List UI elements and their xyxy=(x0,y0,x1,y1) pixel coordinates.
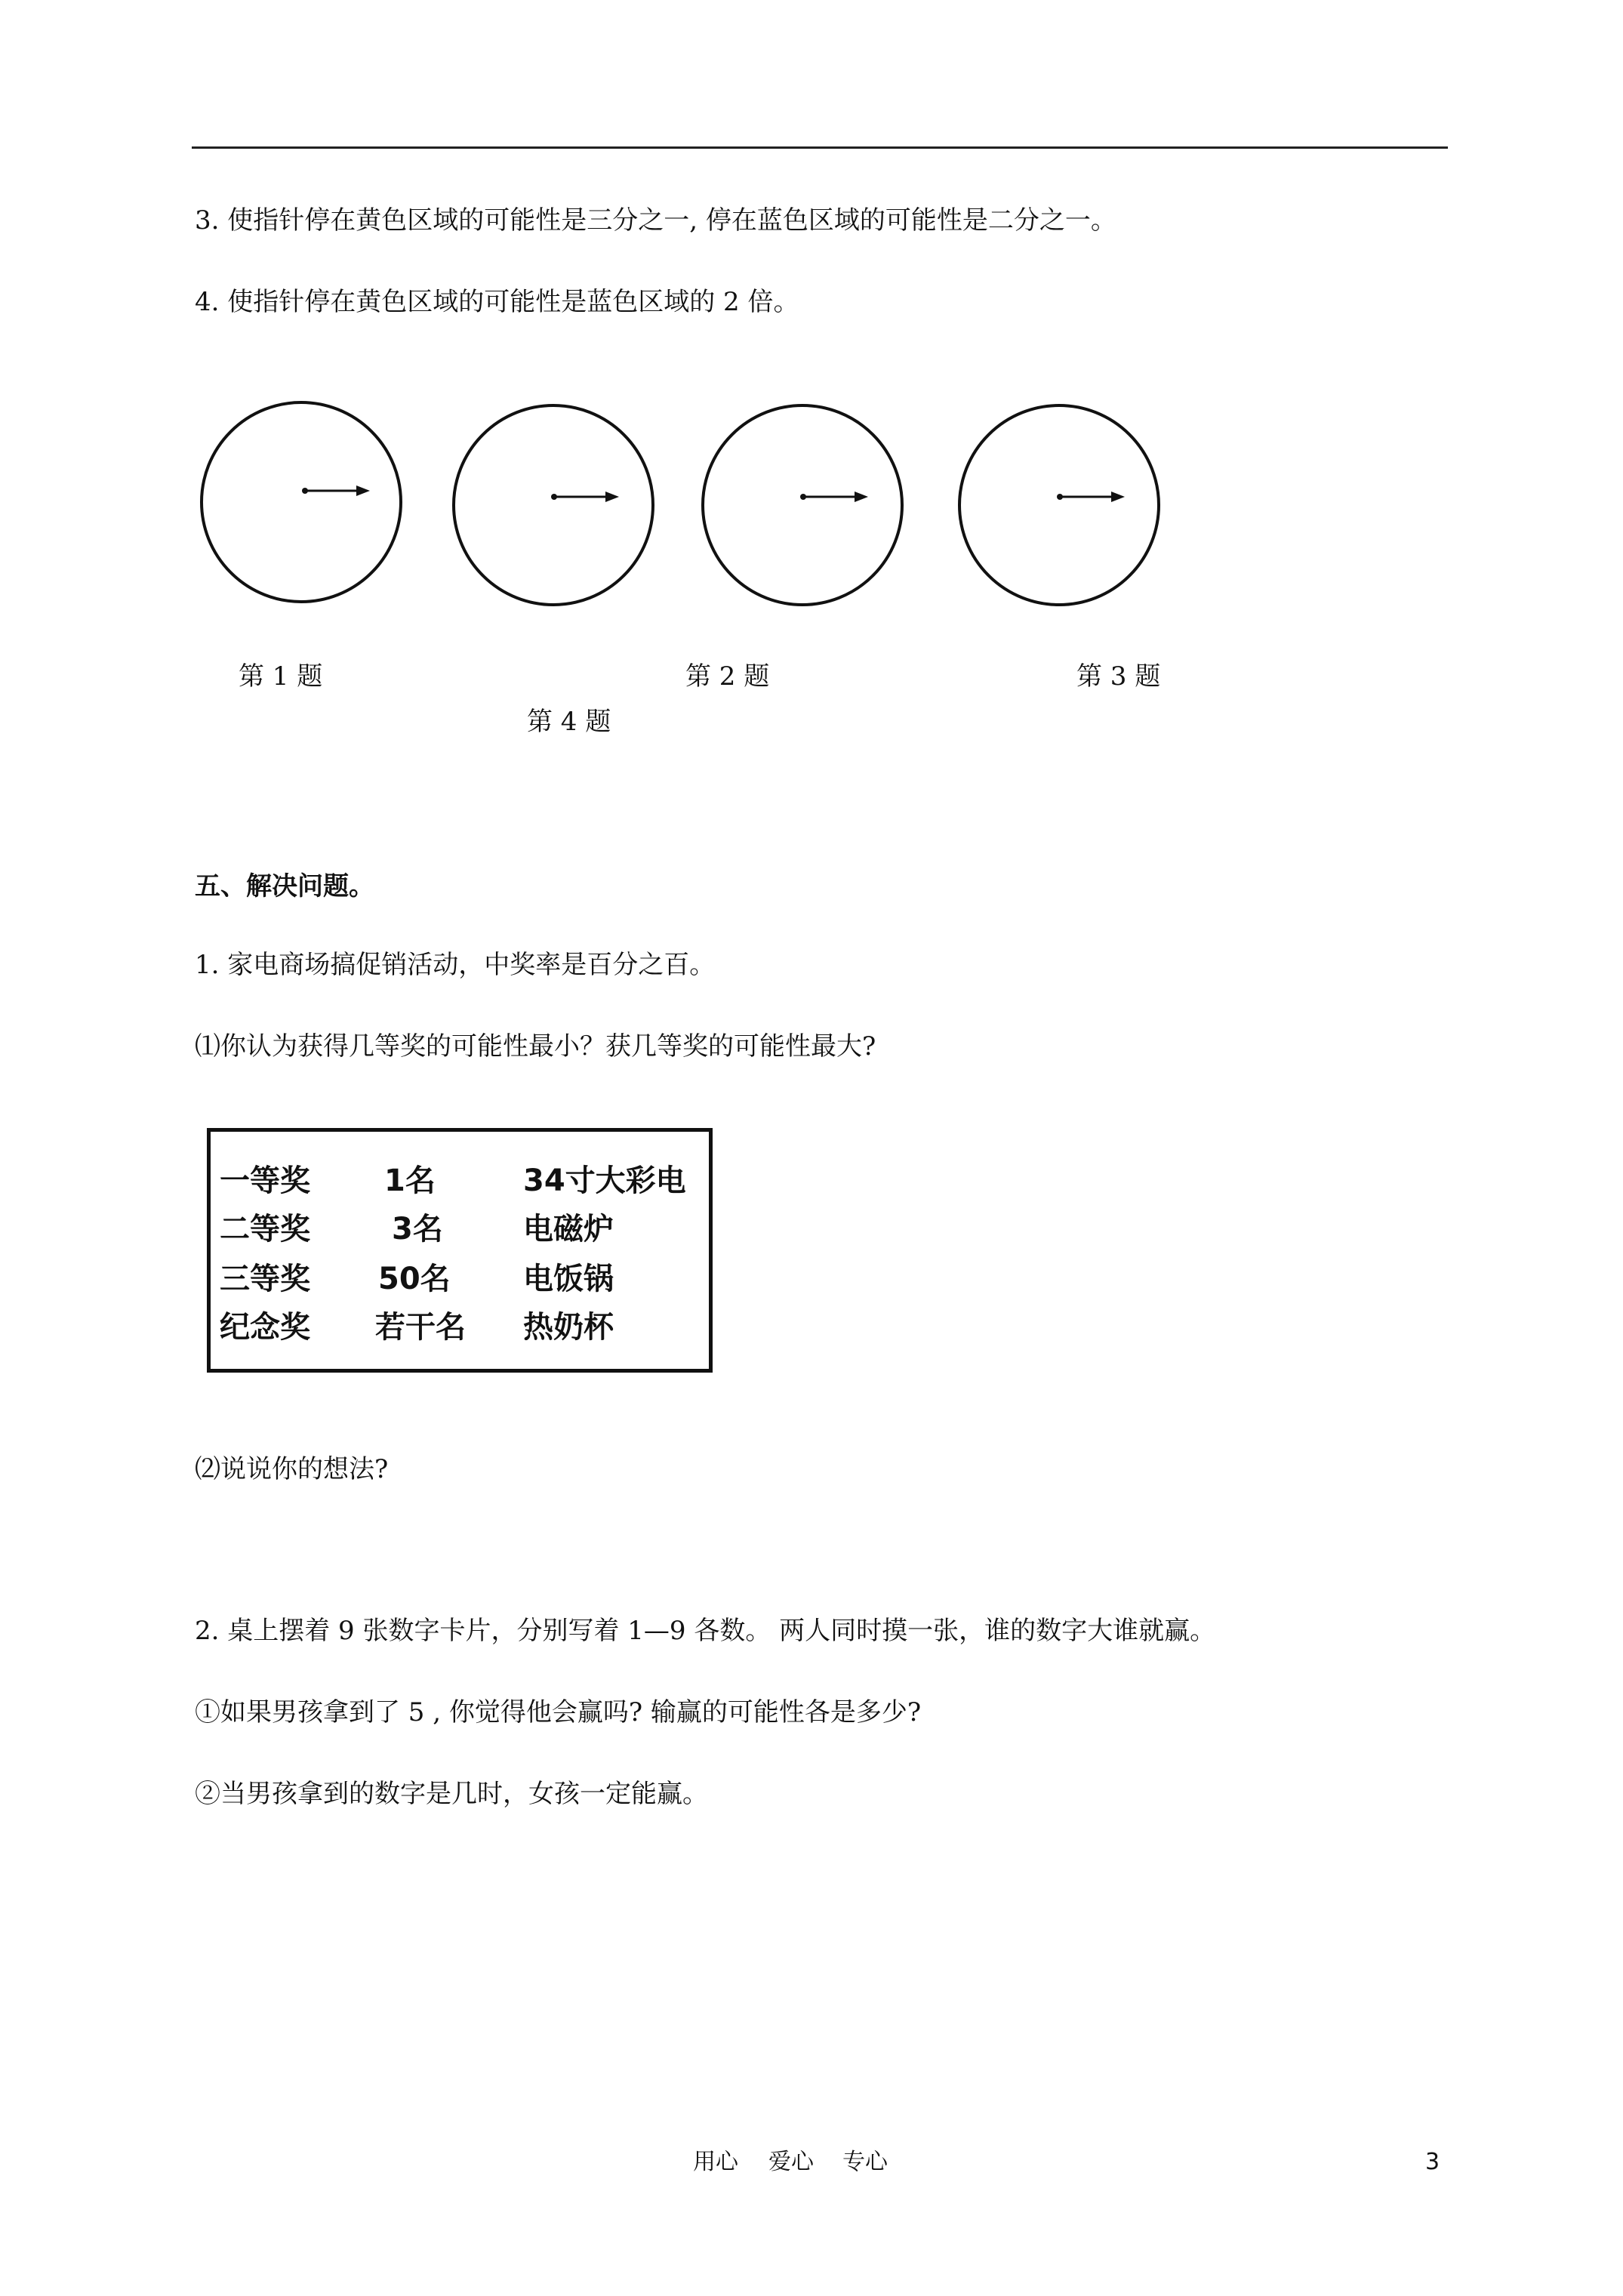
problem-2-part-1: ①如果男孩拿到了 5 , 你觉得他会赢吗? 输赢的可能性各是多少? xyxy=(195,1697,922,1727)
spinner-4 xyxy=(957,403,1161,607)
question-4: 4. 使指针停在黄色区域的可能性是蓝色区域的 2 倍。 xyxy=(195,287,799,317)
prize-table xyxy=(207,1128,713,1373)
prize-item: 电饭锅 xyxy=(523,1262,614,1296)
spinner-1 xyxy=(199,400,403,604)
caption-1: 第 1 题 xyxy=(239,661,323,692)
prize-count: 1名 xyxy=(384,1163,436,1198)
page-number: 3 xyxy=(1425,2149,1440,2175)
prize-count: 3名 xyxy=(392,1212,443,1247)
header-rule xyxy=(192,146,1448,149)
prize-count: 若干名 xyxy=(375,1310,466,1345)
prize-level: 纪念奖 xyxy=(220,1310,310,1345)
footer-word-2: 爱心 xyxy=(768,2149,814,2175)
caption-3: 第 3 题 xyxy=(1076,661,1161,692)
footer-word-3: 专心 xyxy=(842,2149,888,2175)
caption-2: 第 2 题 xyxy=(685,661,770,692)
footer-word-1: 用心 xyxy=(693,2149,738,2175)
prize-item: 34寸大彩电 xyxy=(523,1163,686,1198)
prize-item: 热奶杯 xyxy=(523,1310,614,1345)
question-3: 3. 使指针停在黄色区域的可能性是三分之一, 停在蓝色区域的可能性是二分之一。 xyxy=(195,205,1116,236)
problem-1: 1. 家电商场搞促销活动，中奖率是百分之百。 xyxy=(195,950,716,980)
problem-2: 2. 桌上摆着 9 张数字卡片，分别写着 1—9 各数。 两人同时摸一张，谁的数字大谁就赢。 xyxy=(195,1616,1216,1646)
section-heading: 五、解决问题。 xyxy=(195,871,374,901)
prize-count: 50名 xyxy=(378,1262,451,1296)
prize-level: 一等奖 xyxy=(220,1163,310,1198)
prize-level: 三等奖 xyxy=(220,1262,310,1296)
caption-4: 第 4 题 xyxy=(527,707,611,737)
problem-2-part-2: ②当男孩拿到的数字是几时，女孩一定能赢。 xyxy=(195,1779,708,1809)
spinner-2 xyxy=(451,403,655,607)
problem-1-part-1: ⑴你认为获得几等奖的可能性最小？获几等奖的可能性最大? xyxy=(195,1031,876,1062)
spinner-3 xyxy=(701,403,904,607)
problem-1-part-2: ⑵说说你的想法? xyxy=(195,1454,389,1484)
prize-item: 电磁炉 xyxy=(523,1212,614,1247)
prize-level: 二等奖 xyxy=(220,1212,310,1247)
